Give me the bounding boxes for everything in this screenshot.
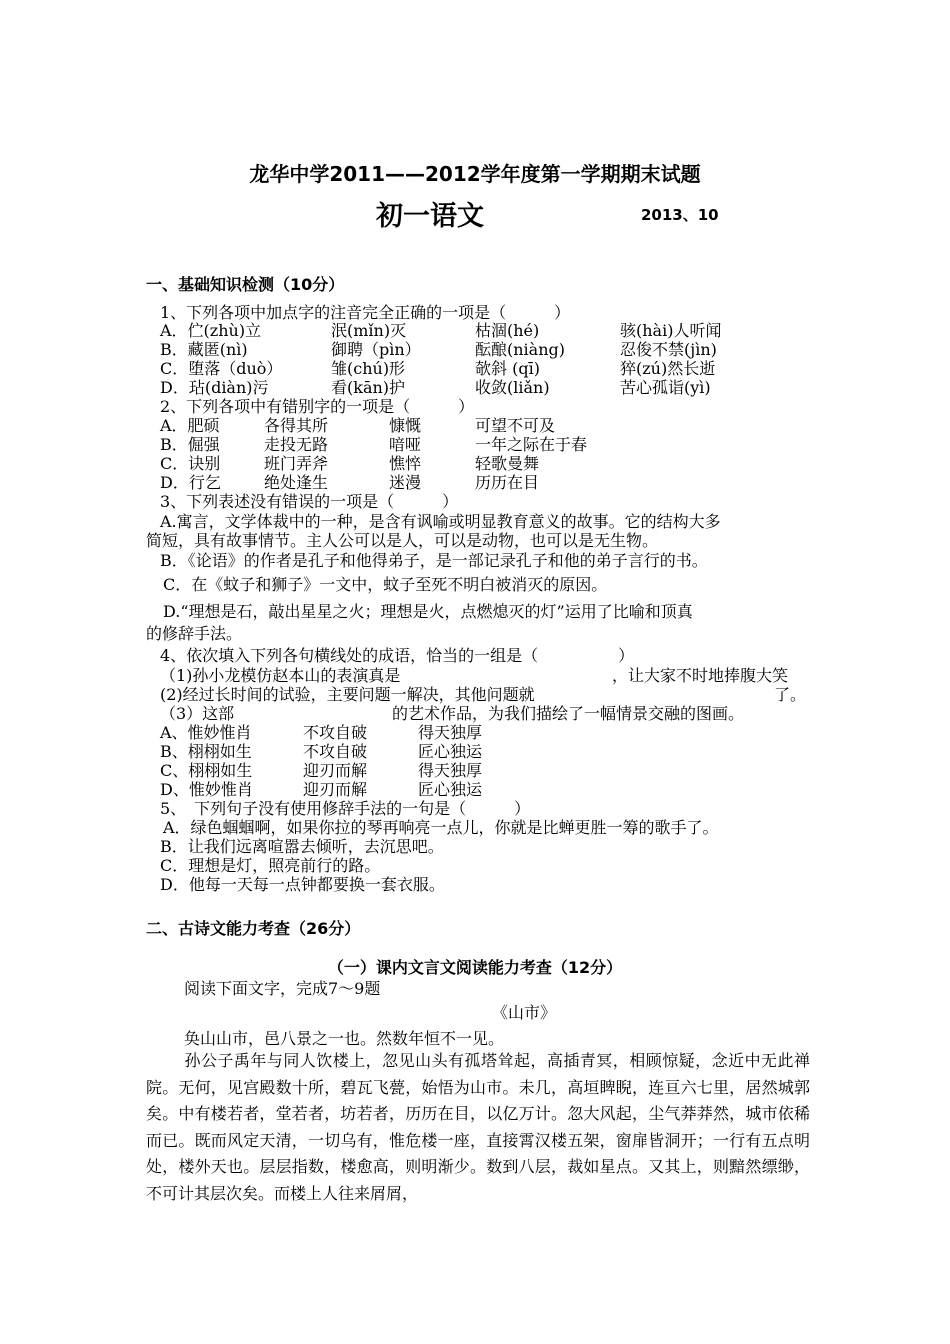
q4-sentence1-start: （1)孙小龙模仿赵本山的表演真是 [160,666,401,685]
q4-option-b-1: B、栩栩如生 [160,742,252,761]
q4-sentence2-end: 了。 [774,685,807,704]
q3-option-d-line1: D.“理想是石，敲出星星之火；理想是火，点燃熄灭的灯”运用了比喻和顶真 [163,602,693,621]
q5-stem: 5、 下列句子没有使用修辞手法的一句是（ ） [160,799,531,818]
q1-option-c-1: C．堕落（duò） [160,359,283,378]
q4-sentence3-end: 的艺术作品，为我们描绘了一幅情景交融的图画。 [392,704,745,723]
section2-subheading: （一）课内文言文阅读能力考查（12分） [327,958,623,977]
q2-option-c-3: 憔悴 [389,454,422,473]
q2-option-b-1: B．倔强 [160,435,220,454]
q1-option-d-4: 苦心孤诣(yì) [620,378,711,397]
q4-option-a-1: A、惟妙惟肖 [160,723,252,742]
q4-option-a-3: 得天独厚 [418,723,483,742]
q1-option-d-1: D．玷(diàn)污 [160,378,269,397]
q1-option-b-1: B．藏匿(nì) [160,340,248,359]
q1-stem: 1、下列各项中加点字的注音完全正确的一项是（ ） [160,303,571,322]
q2-option-a-4: 可望不可及 [475,416,556,435]
q1-option-a-1: A．伫(zhù)立 [160,321,262,340]
q5-option-d: D．他每一天每一点钟都要换一套衣服。 [160,875,445,894]
reading-instruction: 阅读下面文字，完成7～9题 [184,979,381,998]
q4-option-c-3: 得天独厚 [418,761,483,780]
q1-option-c-2: 雏(chú)形 [331,359,406,378]
q4-option-d-3: 匠心独运 [418,780,483,799]
q4-sentence2-start: (2)经过长时间的试验，主要问题一解决，其他问题就 [160,685,535,704]
q2-option-b-2: 走投无路 [264,435,329,454]
q2-option-c-1: C．诀别 [160,454,221,473]
exam-title: 龙华中学2011——2012学年度第一学期期末试题 [249,162,701,186]
q1-option-b-2: 御聘（pìn） [331,340,421,359]
q3-option-b: B．《论语》的作者是孔子和他得弟子，是一部记录孔子和他的弟子言行的书。 [160,551,708,570]
q1-option-a-4: 骇(hài)人听闻 [620,321,722,340]
q5-option-b: B．让我们远离喧嚣去倾听，去沉思吧。 [160,837,444,856]
section1-heading: 一、基础知识检测（10分） [146,275,345,294]
q2-option-d-4: 历历在目 [475,473,540,492]
q2-option-a-3: 慷慨 [389,416,422,435]
q5-option-c: C．理想是灯，照亮前行的路。 [160,856,381,875]
q2-option-b-3: 喑哑 [389,435,422,454]
q2-option-a-1: A．肥硕 [160,416,220,435]
text-title: 《山市》 [492,1003,557,1022]
text-paragraph-2-content: 孙公子禹年与同人饮楼上，忽见山头有孤塔耸起，高插青冥，相顾惊疑，念近中无此禅院。无何，见宫殿数十所，碧瓦飞甍，始悟为山市。未几，高垣睥睨，连亘六七里，居然城郭矣。中有楼若者，堂若者，坊若者，历历在目，以亿万计。忽大风起，尘气莽莽然，城市依稀而已。既而风定天清，一切乌有，惟危楼一座，直接霄汉楼五架，窗扉皆洞开；一行有五点明处，楼外天也。层层指数，楼愈高，则明渐少。数到八层，裁如星点。又其上，则黯然缥缈，不可计其层次矣。而楼上人往来屑屑， [146,1051,810,1203]
q2-option-b-4: 一年之际在于春 [475,435,588,454]
q2-option-c-4: 轻歌曼舞 [475,454,540,473]
q4-option-d-1: D、惟妙惟肖 [160,780,253,799]
q3-stem: 3、下列表述没有错误的一项是（ ） [160,492,459,511]
q4-stem: 4、依次填入下列各句横线处的成语，恰当的一组是（ ） [160,646,635,665]
q4-option-b-3: 匠心独运 [418,742,483,761]
q3-option-d-line2: 的修辞手法。 [146,624,243,643]
q4-sentence1-end: ，让大家不时地捧腹大笑 [612,666,789,685]
exam-subtitle: 初一语文 [376,201,484,232]
q3-option-a-line1: A.寓言，文学体裁中的一种，是含有讽喻或明显教育意义的故事。它的结构大多 [160,512,721,531]
q1-option-a-3: 枯涸(hé) [475,321,540,340]
q4-option-c-2: 迎刃而解 [303,761,368,780]
q4-sentence3-start: （3）这部 [160,704,235,723]
q1-option-d-2: 看(kān)护 [331,378,406,397]
q5-option-a: A．绿色蝈蝈啊，如果你拉的琴再响亮一点儿，你就是比蝉更胜一筹的歌手了。 [163,818,719,837]
q1-option-c-3: 欹斜 (qī) [475,359,540,378]
q1-option-c-4: 猝(zú)然长逝 [620,359,716,378]
q2-option-a-2: 各得其所 [264,416,329,435]
q4-option-c-1: C、栩栩如生 [160,761,253,780]
q2-stem: 2、下列各项中有错别字的一项是（ ） [160,397,475,416]
q3-option-c: C．在《蚊子和狮子》一文中，蚊子至死不明白被消灭的原因。 [163,575,608,594]
q2-option-c-2: 班门弄斧 [264,454,329,473]
q4-option-b-2: 不攻自破 [303,742,368,761]
text-paragraph-1: 奂山山市，邑八景之一也。然数年恒不一见。 [184,1029,505,1048]
q1-option-d-3: 收敛(liǎn) [475,378,550,397]
section2-heading: 二、古诗文能力考查（26分） [146,919,361,938]
q2-option-d-3: 迷漫 [389,473,422,492]
q1-option-a-2: 泯(mǐn)灭 [331,321,407,340]
q4-option-d-2: 迎刃而解 [303,780,368,799]
q1-option-b-3: 酝酿(niàng) [475,340,565,359]
q2-option-d-2: 绝处逢生 [264,473,329,492]
q2-option-d-1: D．行乞 [160,473,221,492]
q3-option-a-line2: 简短，具有故事情节。主人公可以是人，可以是动物，也可以是无生物。 [146,531,659,550]
q4-option-a-2: 不攻自破 [303,723,368,742]
exam-date: 2013、10 [641,206,719,224]
text-paragraph-2 [146,1048,810,1207]
q1-option-b-4: 忍俊不禁(jìn) [620,340,717,359]
